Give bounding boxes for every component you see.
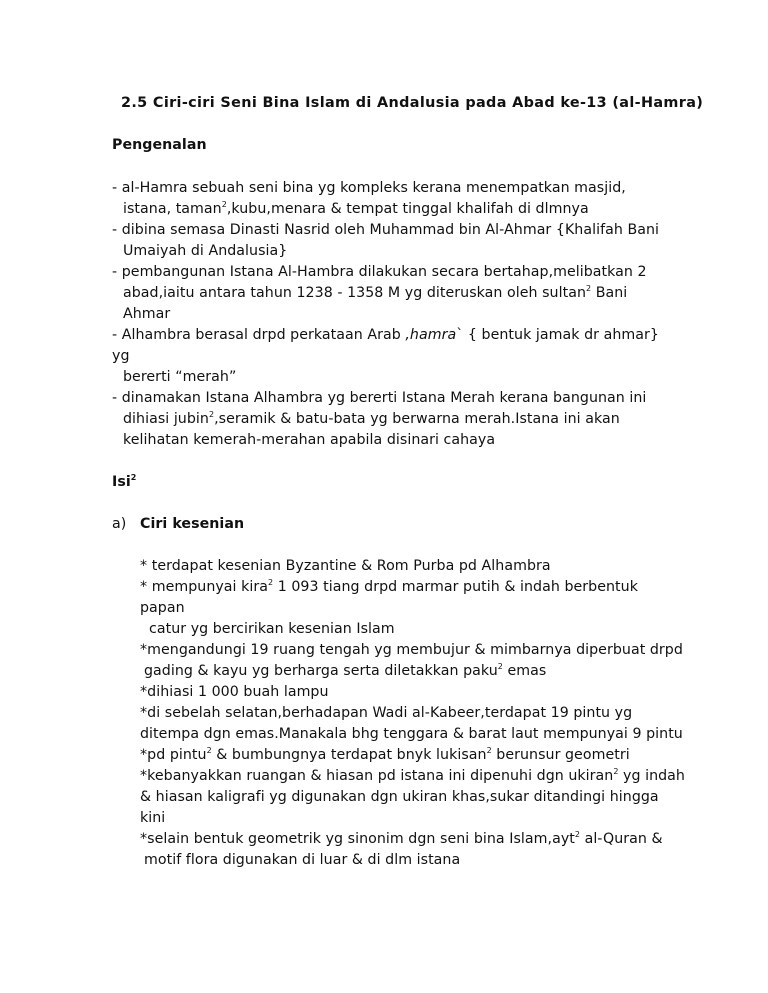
list-item: motif flora digunakan di luar & di dlm istana [144, 852, 461, 868]
list-item: papan [140, 600, 185, 616]
list-item: *kebanyakkan ruangan & hiasan pd istana ini dipenuhi dgn ukiran$^2$ yg indah [140, 767, 685, 784]
intro-line: istana, taman$^2$,kubu,menara & tempat tinggal khalifah di dlmnya [123, 200, 589, 217]
list-item: kini [140, 810, 166, 826]
sub-label: a) [112, 516, 127, 532]
intro-line: - al-Hamra sebuah seni bina yg kompleks kerana menempatkan masjid, [112, 180, 626, 196]
list-item: * mempunyai kira$^2$ 1 093 tiang drpd marmar putih & indah berbentuk [140, 578, 638, 595]
intro-line: - Alhambra berasal drpd perkataan Arab ,hamra` { bentuk jamak dr ahmar} [112, 327, 659, 343]
list-item: * terdapat kesenian Byzantine & Rom Purba pd Alhambra [140, 558, 551, 574]
intro-heading: Pengenalan [112, 137, 207, 153]
list-item: catur yg bercirikan kesenian Islam [149, 621, 395, 637]
list-item: *dihiasi 1 000 buah lampu [140, 684, 329, 700]
intro-line: - dinamakan Istana Alhambra yg bererti Istana Merah kerana bangunan ini [112, 390, 647, 406]
list-item: *selain bentuk geometrik yg sinonim dgn seni bina Islam,ayt$^2$ al-Quran & [140, 830, 663, 847]
intro-line: bererti “merah” [123, 369, 237, 385]
list-item: *pd pintu$^2$ & bumbungnya terdapat bnyk lukisan$^2$ berunsur geometri [140, 746, 630, 763]
intro-line: dihiasi jubin$^2$,seramik & batu-bata yg berwarna merah.Istana ini akan [123, 410, 620, 427]
list-item: & hiasan kaligrafi yg digunakan dgn ukiran khas,sukar ditandingi hingga [140, 789, 659, 805]
list-item: *mengandungi 19 ruang tengah yg membujur & mimbarnya diperbuat drpd [140, 642, 683, 658]
list-item: gading & kayu yg berharga serta diletakkan paku$^2$ emas [144, 662, 547, 679]
intro-line: Ahmar [123, 306, 171, 322]
page-title: 2.5 Ciri-ciri Seni Bina Islam di Andalusia pada Abad ke-13 (al-Hamra) [121, 95, 704, 111]
intro-line: yg [112, 348, 130, 364]
list-item: ditempa dgn emas.Manakala bhg tenggara & barat laut mempunyai 9 pintu [140, 726, 683, 742]
intro-line: abad,iaitu antara tahun 1238 - 1358 M yg diteruskan oleh sultan$^2$ Bani [123, 284, 628, 301]
intro-line: - dibina semasa Dinasti Nasrid oleh Muhammad bin Al-Ahmar {Khalifah Bani [112, 222, 660, 238]
intro-line: kelihatan kemerah-merahan apabila disinari cahaya [123, 432, 496, 448]
intro-line: - pembangunan Istana Al-Hambra dilakukan secara bertahap,melibatkan 2 [112, 264, 647, 280]
intro-line: Umaiyah di Andalusia} [123, 243, 288, 259]
list-item: *di sebelah selatan,berhadapan Wadi al-Kabeer,terdapat 19 pintu yg [140, 705, 633, 721]
section-heading: Isi$^2$ [112, 473, 137, 490]
sub-heading: Ciri kesenian [140, 516, 245, 532]
